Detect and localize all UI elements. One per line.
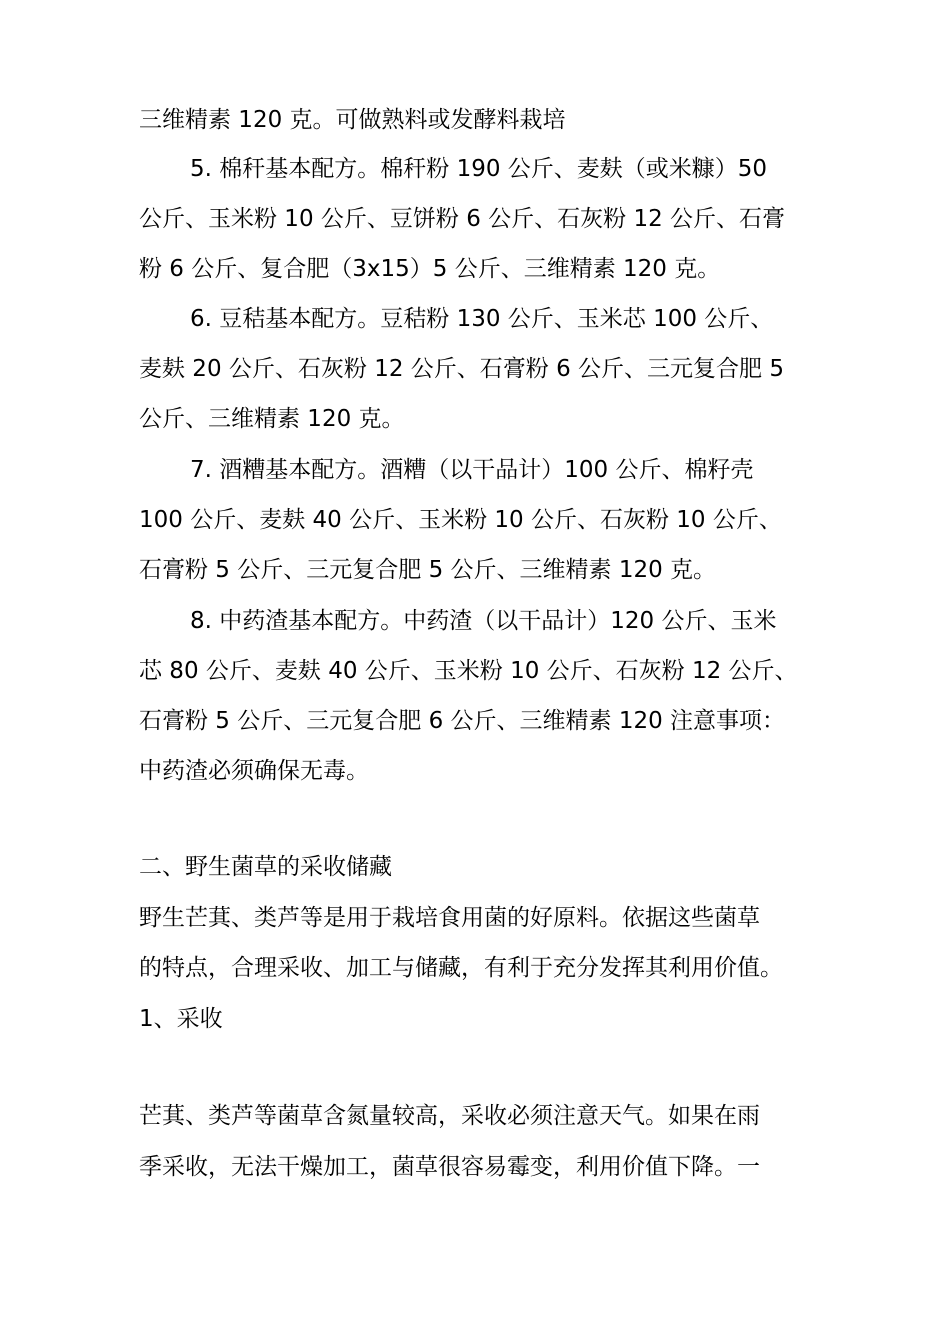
text-line: 季采收，无法干燥加工，菌草很容易霉变，利用价值下降。一 [139,1154,760,1180]
text-line: 7. 酒糟基本配方。酒糟（以干品计）100 公斤、棉籽壳 [190,457,754,483]
text-line: 6. 豆秸基本配方。豆秸粉 130 公斤、玉米芯 100 公斤、 [190,306,774,332]
text-line: 粉 6 公斤、复合肥（3x15）5 公斤、三维精素 120 克。 [139,256,721,282]
text-line: 公斤、三维精素 120 克。 [139,406,405,432]
text-line: 芯 80 公斤、麦麸 40 公斤、玉米粉 10 公斤、石灰粉 12 公斤、 [139,658,798,684]
text-line: 100 公斤、麦麸 40 公斤、玉米粉 10 公斤、石灰粉 10 公斤、 [139,507,782,533]
text-line: 野生芒萁、类芦等是用于栽培食用菌的好原料。依据这些菌草 [139,905,760,931]
section-heading: 二、野生菌草的采收储藏 [139,854,392,880]
text-line: 三维精素 120 克。可做熟料或发酵料栽培 [139,107,566,133]
text-line: 石膏粉 5 公斤、三元复合肥 6 公斤、三维精素 120 注意事项： [139,708,786,734]
text-line: 中药渣必须确保无毒。 [139,758,369,784]
text-line: 芒萁、类芦等菌草含氮量较高，采收必须注意天气。如果在雨 [139,1103,760,1129]
text-line: 麦麸 20 公斤、石灰粉 12 公斤、石膏粉 6 公斤、三元复合肥 5 [139,356,784,382]
subsection-heading: 1、采收 [139,1006,223,1032]
text-line: 石膏粉 5 公斤、三元复合肥 5 公斤、三维精素 120 克。 [139,557,717,583]
text-line: 的特点，合理采收、加工与储藏，有利于充分发挥其利用价值。 [139,955,783,981]
text-line: 8. 中药渣基本配方。中药渣（以干品计）120 公斤、玉米 [190,608,777,634]
text-line: 公斤、玉米粉 10 公斤、豆饼粉 6 公斤、石灰粉 12 公斤、石膏 [139,206,786,232]
text-line: 5. 棉秆基本配方。棉秆粉 190 公斤、麦麸（或米糠）50 [190,156,768,182]
